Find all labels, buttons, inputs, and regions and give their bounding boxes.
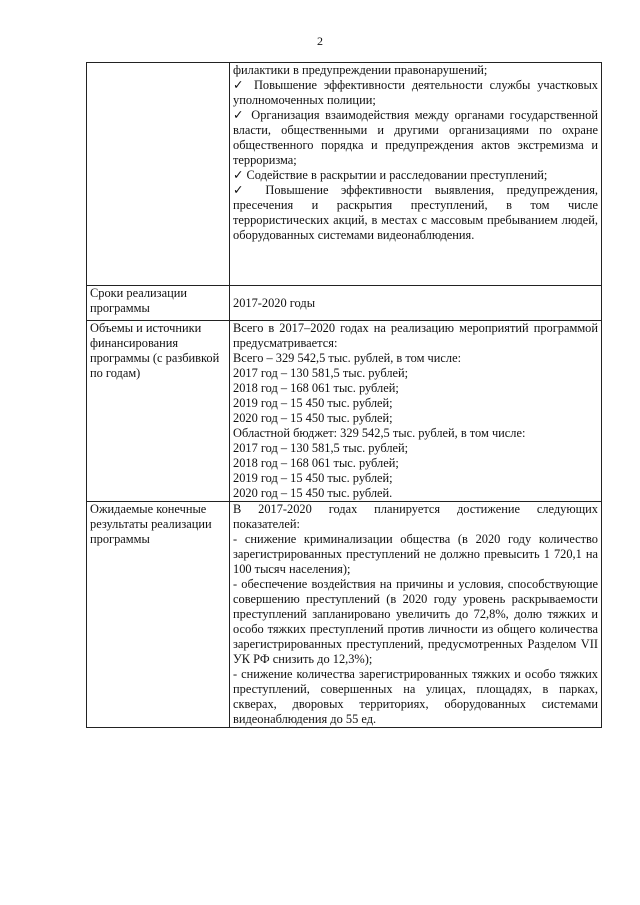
row-label-results: Ожидаемые конечные результаты реализации программы [87, 502, 230, 728]
funding-line: 2019 год – 15 450 тыс. рублей; [233, 471, 393, 485]
table-row [87, 321, 602, 502]
program-passport-table [86, 62, 602, 728]
funding-cell [230, 321, 602, 502]
terms-text: 2017-2020 годы [233, 295, 316, 310]
funding-line: 2018 год – 168 061 тыс. рублей; [233, 456, 399, 470]
funding-line: 2017 год – 130 581,5 тыс. рублей; [233, 441, 409, 455]
results-cell [230, 502, 602, 728]
goals-cell [230, 63, 602, 286]
page-number: 2 [317, 34, 323, 48]
funding-line: 2020 год – 15 450 тыс. рублей; [233, 411, 393, 425]
funding-line: 2017 год – 130 581,5 тыс. рублей; [233, 366, 409, 380]
terms-value [230, 286, 602, 321]
table-row [87, 502, 602, 728]
row-label [87, 63, 230, 286]
funding-line: 2018 год – 168 061 тыс. рублей; [233, 381, 399, 395]
funding-line: Всего – 329 542,5 тыс. рублей, в том числе: [233, 351, 462, 365]
list-item: ✓ Повышение эффективности деятельности службы участковых уполномоченных полиции; [233, 78, 598, 107]
list-item: филактики в предупреждении правонарушений; [233, 63, 488, 77]
funding-line: 2019 год – 15 450 тыс. рублей; [233, 396, 393, 410]
table-row [87, 63, 602, 286]
funding-line: 2020 год – 15 450 тыс. рублей. [233, 486, 393, 500]
list-item: ✓ Содействие в раскрытии и расследовании преступлений; [233, 168, 548, 182]
results-line: - снижение криминализации общества (в 2020 году количество зарегистрированных преступлений не должно превысить 1 720,1 на 100 тысяч населения); [233, 532, 598, 576]
funding-line: Областной бюджет: 329 542,5 тыс. рублей, в том числе: [233, 426, 526, 440]
row-label-funding: Объемы и источники финансирования программы (с разбивкой по годам) [87, 321, 230, 502]
row-label-terms: Сроки реализации программы [87, 286, 230, 321]
results-line: - обеспечение воздействия на причины и условия, способствующие совершению преступлений (в 2020 году уровень раскрываемости преступлений запланировано увеличить до 72,8%, долю тяжких и особо тяжких преступлений против личности из общего количества зарегистрированных преступлений, предусмотренных Разделом VII УК РФ снизить до 12,3%); [233, 577, 598, 666]
table-row [87, 286, 602, 321]
list-item: ✓ Повышение эффективности выявления, предупреждения, пресечения и раскрытия преступлений, в том числе террористических акций, в местах с массовым пребыванием людей, оборудованных системами видеонаблюдения. [233, 183, 598, 242]
list-item: ✓ Организация взаимодействия между органами государственной власти, общественными и другими организациями по охране общественного порядка и предупреждения актов экстремизма и терроризма; [233, 108, 598, 167]
results-line: В 2017-2020 годах планируется достижение следующих показателей: [233, 502, 598, 531]
results-line: - снижение количества зарегистрированных тяжких и особо тяжких преступлений, совершенных на улицах, площадях, в парках, скверах, дворовых территориях, оборудованных системами видеонаблюдения до 55 ед. [233, 667, 598, 726]
funding-line: Всего в 2017–2020 годах на реализацию мероприятий программой предусматривается: [233, 321, 598, 350]
